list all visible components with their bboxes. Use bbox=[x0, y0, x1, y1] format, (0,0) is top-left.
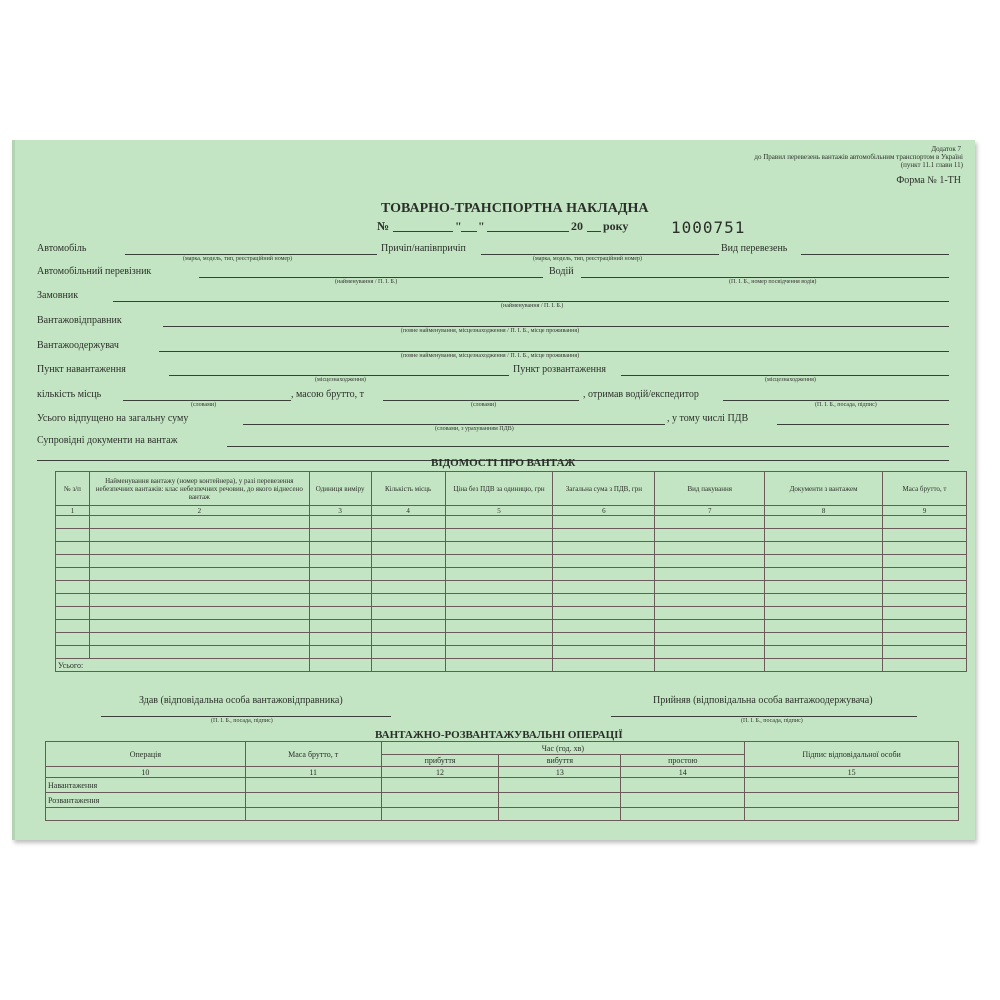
consignee-label: Вантажоодержувач bbox=[37, 340, 119, 351]
ops-cell[interactable] bbox=[621, 793, 745, 808]
cargo-cell[interactable] bbox=[553, 555, 655, 568]
cargo-cell[interactable] bbox=[445, 555, 553, 568]
ops-header-arrival: прибуття bbox=[381, 755, 499, 767]
handed-hint: (П. І. Б., посада, підпис) bbox=[211, 718, 273, 724]
day-blank[interactable] bbox=[461, 231, 477, 232]
driver-field[interactable] bbox=[581, 277, 949, 278]
cargo-cell[interactable] bbox=[883, 594, 967, 607]
documents-field[interactable] bbox=[227, 446, 949, 447]
cargo-cell[interactable] bbox=[309, 646, 371, 659]
cargo-row bbox=[56, 555, 967, 568]
document-title: ТОВАРНО-ТРАНСПОРТНА НАКЛАДНА bbox=[381, 201, 649, 216]
serial-number: 1000751 bbox=[671, 218, 746, 237]
cargo-cell[interactable] bbox=[309, 594, 371, 607]
ops-row-empty bbox=[46, 808, 959, 821]
cargo-row bbox=[56, 646, 967, 659]
consignee-field[interactable] bbox=[159, 351, 949, 352]
cargo-cell[interactable] bbox=[309, 555, 371, 568]
cargo-cell[interactable] bbox=[765, 568, 883, 581]
cargo-cell[interactable] bbox=[89, 529, 309, 542]
cargo-cell[interactable] bbox=[883, 620, 967, 633]
cargo-row bbox=[56, 581, 967, 594]
ops-header-time: Час (год. хв) bbox=[381, 742, 745, 755]
cargo-cell[interactable] bbox=[371, 568, 445, 581]
cargo-cell[interactable] bbox=[445, 594, 553, 607]
col-num-2: 2 bbox=[89, 506, 309, 516]
cargo-cell[interactable] bbox=[56, 529, 90, 542]
cargo-cell[interactable] bbox=[371, 620, 445, 633]
cargo-cell[interactable] bbox=[655, 646, 765, 659]
cargo-cell[interactable] bbox=[56, 633, 90, 646]
cargo-cell[interactable] bbox=[655, 542, 765, 555]
cargo-cell[interactable] bbox=[765, 555, 883, 568]
cargo-cell[interactable] bbox=[553, 633, 655, 646]
cargo-cell[interactable] bbox=[89, 633, 309, 646]
form-number: Форма № 1-ТН bbox=[896, 175, 961, 186]
trailer-hint: (марка, модель, тип, реєстраційний номер) bbox=[533, 256, 643, 262]
total-cell[interactable] bbox=[371, 659, 445, 672]
gross-mass-field[interactable] bbox=[383, 400, 579, 401]
annex-line-2: до Правил перевезень вантажів автомобільним транспортом в Україні bbox=[754, 153, 963, 161]
col-num-5: 5 bbox=[445, 506, 553, 516]
cargo-cell[interactable] bbox=[371, 646, 445, 659]
cargo-cell[interactable] bbox=[883, 529, 967, 542]
ops-table bbox=[45, 741, 959, 821]
ops-num-11: 11 bbox=[245, 767, 381, 778]
loading-point-label: Пункт навантаження bbox=[37, 364, 126, 375]
ops-cell[interactable] bbox=[381, 793, 499, 808]
cargo-cell[interactable] bbox=[553, 620, 655, 633]
header-cargo-name: Найменування вантажу (номер контейнера), у разі перевезення небезпечних вантажів: клас небезпечних речовин, до якого віднесено вантаж bbox=[89, 472, 309, 506]
cargo-cell[interactable] bbox=[445, 620, 553, 633]
carrier-field[interactable] bbox=[199, 277, 543, 278]
total-cell[interactable] bbox=[553, 659, 655, 672]
cargo-cell[interactable] bbox=[371, 594, 445, 607]
loading-point-field[interactable] bbox=[169, 375, 509, 376]
cargo-cell[interactable] bbox=[655, 529, 765, 542]
cargo-cell[interactable] bbox=[56, 568, 90, 581]
ops-cell[interactable] bbox=[745, 778, 959, 793]
year-prefix: 20 bbox=[571, 219, 583, 233]
ops-cell[interactable] bbox=[381, 808, 499, 821]
driver-label: Водій bbox=[549, 266, 574, 277]
cargo-cell[interactable] bbox=[553, 516, 655, 529]
cargo-cell[interactable] bbox=[89, 555, 309, 568]
carrier-hint: (найменування / П. І. Б.) bbox=[335, 279, 398, 285]
cargo-cell[interactable] bbox=[655, 607, 765, 620]
accepted-signature[interactable] bbox=[611, 716, 917, 717]
quote-close: " bbox=[478, 219, 485, 233]
ops-cell[interactable] bbox=[245, 808, 381, 821]
ops-header-signature: Підпис відповідальної особи bbox=[745, 742, 959, 767]
ops-header-idle: простою bbox=[621, 755, 745, 767]
col-num-7: 7 bbox=[655, 506, 765, 516]
ops-cell[interactable] bbox=[499, 808, 621, 821]
cargo-cell[interactable] bbox=[883, 542, 967, 555]
cargo-cell[interactable] bbox=[445, 633, 553, 646]
cargo-cell[interactable] bbox=[56, 620, 90, 633]
ops-cell[interactable] bbox=[499, 778, 621, 793]
cargo-row bbox=[56, 633, 967, 646]
cargo-cell[interactable] bbox=[56, 594, 90, 607]
col-num-1: 1 bbox=[56, 506, 90, 516]
cargo-cell[interactable] bbox=[765, 581, 883, 594]
ops-row-unloading bbox=[46, 793, 959, 808]
cargo-table bbox=[55, 471, 967, 672]
cargo-cell[interactable] bbox=[56, 646, 90, 659]
header-places: Кількість місць bbox=[371, 472, 445, 506]
cargo-cell[interactable] bbox=[89, 646, 309, 659]
header-documents: Документи з вантажем bbox=[765, 472, 883, 506]
cargo-cell[interactable] bbox=[883, 555, 967, 568]
cargo-row bbox=[56, 516, 967, 529]
cargo-cell[interactable] bbox=[89, 594, 309, 607]
transport-type-label: Вид перевезень bbox=[721, 243, 788, 254]
cargo-cell[interactable] bbox=[445, 607, 553, 620]
ops-unloading-label: Розвантаження bbox=[46, 793, 246, 808]
cargo-cell[interactable] bbox=[56, 542, 90, 555]
total-cell[interactable] bbox=[655, 659, 765, 672]
shipper-hint: (повне найменування, місцезнаходження / П. І. Б., місце проживання) bbox=[401, 328, 580, 334]
consignee-hint: (повне найменування, місцезнаходження / П. І. Б., місце проживання) bbox=[401, 353, 580, 359]
cargo-cell[interactable] bbox=[553, 529, 655, 542]
places-field[interactable] bbox=[123, 400, 291, 401]
ops-loading-label: Навантаження bbox=[46, 778, 246, 793]
ops-section-title: ВАНТАЖНО-РОЗВАНТАЖУВАЛЬНІ ОПЕРАЦІЇ bbox=[375, 729, 623, 741]
number-label: № bbox=[377, 219, 390, 233]
cargo-row bbox=[56, 529, 967, 542]
cargo-cell[interactable] bbox=[553, 581, 655, 594]
header-packaging: Вид пакування bbox=[655, 472, 765, 506]
ops-header-row-1 bbox=[46, 742, 959, 755]
customer-label: Замовник bbox=[37, 290, 79, 301]
cargo-cell[interactable] bbox=[371, 529, 445, 542]
cargo-cell[interactable] bbox=[309, 516, 371, 529]
ops-num-14: 14 bbox=[621, 767, 745, 778]
places-label: кількість місць bbox=[37, 389, 102, 400]
cargo-cell[interactable] bbox=[765, 516, 883, 529]
cargo-cell[interactable] bbox=[445, 529, 553, 542]
cargo-cell[interactable] bbox=[655, 516, 765, 529]
month-blank[interactable] bbox=[487, 231, 569, 232]
cargo-cell[interactable] bbox=[883, 646, 967, 659]
unloading-hint: (місцезнаходження) bbox=[765, 377, 816, 383]
cargo-row bbox=[56, 607, 967, 620]
year-blank[interactable] bbox=[587, 231, 601, 232]
cargo-cell[interactable] bbox=[309, 620, 371, 633]
total-cell[interactable] bbox=[883, 659, 967, 672]
cargo-cell[interactable] bbox=[56, 516, 90, 529]
cargo-cell[interactable] bbox=[765, 542, 883, 555]
total-cell[interactable] bbox=[765, 659, 883, 672]
ops-header-operation: Операція bbox=[46, 742, 246, 767]
cargo-cell[interactable] bbox=[445, 542, 553, 555]
cargo-cell[interactable] bbox=[371, 516, 445, 529]
cargo-total-row bbox=[56, 659, 967, 672]
handed-over-label: Здав (відповідальна особа вантажовідправника) bbox=[139, 695, 343, 706]
cargo-cell[interactable] bbox=[89, 568, 309, 581]
cargo-cell[interactable] bbox=[371, 555, 445, 568]
cargo-cell[interactable] bbox=[553, 542, 655, 555]
cargo-cell[interactable] bbox=[765, 646, 883, 659]
cargo-cell[interactable] bbox=[655, 581, 765, 594]
carrier-label: Автомобільний перевізник bbox=[37, 266, 152, 277]
cargo-cell[interactable] bbox=[309, 568, 371, 581]
cargo-cell[interactable] bbox=[89, 620, 309, 633]
quote-open: " bbox=[455, 219, 462, 233]
cargo-cell[interactable] bbox=[553, 568, 655, 581]
cargo-cell[interactable] bbox=[445, 646, 553, 659]
cargo-cell[interactable] bbox=[553, 594, 655, 607]
cargo-cell[interactable] bbox=[56, 555, 90, 568]
ops-num-13: 13 bbox=[499, 767, 621, 778]
cargo-cell[interactable] bbox=[655, 594, 765, 607]
cargo-cell[interactable] bbox=[89, 607, 309, 620]
cargo-cell[interactable] bbox=[445, 581, 553, 594]
header-total-sum: Загальна сума з ПДВ, грн bbox=[553, 472, 655, 506]
cargo-total-label: Усього: bbox=[56, 659, 310, 672]
cargo-cell[interactable] bbox=[655, 633, 765, 646]
customer-field[interactable] bbox=[113, 301, 949, 302]
document-sheet bbox=[12, 140, 975, 840]
unloading-point-label: Пункт розвантаження bbox=[513, 364, 606, 375]
received-by-field[interactable] bbox=[723, 400, 949, 401]
number-blank[interactable] bbox=[393, 231, 453, 232]
cargo-cell[interactable] bbox=[765, 594, 883, 607]
cargo-cell[interactable] bbox=[89, 516, 309, 529]
cargo-cell[interactable] bbox=[445, 516, 553, 529]
accepted-hint: (П. І. Б., посада, підпис) bbox=[741, 718, 803, 724]
cargo-section-title: ВІДОМОСТІ ПРО ВАНТАЖ bbox=[431, 457, 576, 469]
customer-hint: (найменування / П. І. Б.) bbox=[501, 303, 564, 309]
cargo-cell[interactable] bbox=[553, 646, 655, 659]
ops-cell[interactable] bbox=[381, 778, 499, 793]
cargo-cell[interactable] bbox=[371, 607, 445, 620]
cargo-cell[interactable] bbox=[765, 620, 883, 633]
cargo-row bbox=[56, 594, 967, 607]
ops-cell[interactable] bbox=[745, 808, 959, 821]
shipper-label: Вантажовідправник bbox=[37, 315, 122, 326]
cargo-cell[interactable] bbox=[309, 581, 371, 594]
cargo-cell[interactable] bbox=[371, 542, 445, 555]
cargo-cell[interactable] bbox=[553, 607, 655, 620]
cargo-row bbox=[56, 542, 967, 555]
cargo-cell[interactable] bbox=[309, 607, 371, 620]
cargo-cell[interactable] bbox=[883, 568, 967, 581]
cargo-cell[interactable] bbox=[765, 529, 883, 542]
cargo-cell[interactable] bbox=[883, 607, 967, 620]
cargo-number-row bbox=[56, 506, 967, 516]
ops-num-10: 10 bbox=[46, 767, 246, 778]
received-hint: (П. І. Б., посада, підпис) bbox=[815, 402, 877, 408]
ops-number-row bbox=[46, 767, 959, 778]
header-price: Ціна без ПДВ за одиницю, грн bbox=[445, 472, 553, 506]
total-hint: (словами, з урахуванням ПДВ) bbox=[435, 426, 514, 432]
car-hint: (марка, модель, тип, реєстраційний номер) bbox=[183, 256, 293, 262]
car-label: Автомобіль bbox=[37, 243, 87, 254]
cargo-cell[interactable] bbox=[56, 607, 90, 620]
ops-cell[interactable] bbox=[745, 793, 959, 808]
cargo-cell[interactable] bbox=[883, 581, 967, 594]
cargo-cell[interactable] bbox=[445, 568, 553, 581]
gross-mass-label: , масою брутто, т bbox=[291, 389, 365, 400]
handed-over-signature[interactable] bbox=[101, 716, 391, 717]
total-cell[interactable] bbox=[309, 659, 371, 672]
col-num-9: 9 bbox=[883, 506, 967, 516]
unloading-point-field[interactable] bbox=[621, 375, 949, 376]
ops-header-gross-mass: Маса брутто, т bbox=[245, 742, 381, 767]
cargo-cell[interactable] bbox=[655, 568, 765, 581]
places-hint: (словами) bbox=[191, 402, 217, 408]
driver-hint: (П. І. Б., номер посвідчення водія) bbox=[729, 279, 817, 285]
car-field[interactable] bbox=[125, 254, 377, 255]
annex-line-3: (пункт 11.1 глави 11) bbox=[900, 161, 963, 169]
cargo-header-row bbox=[56, 472, 967, 506]
ops-row-loading bbox=[46, 778, 959, 793]
ops-cell[interactable] bbox=[46, 808, 246, 821]
cargo-cell[interactable] bbox=[309, 529, 371, 542]
header-gross-mass: Маса брутто, т bbox=[883, 472, 967, 506]
total-sum-label: Усього відпущено на загальну суму bbox=[37, 413, 189, 424]
col-num-6: 6 bbox=[553, 506, 655, 516]
cargo-empty-rows[interactable] bbox=[56, 516, 967, 659]
ops-cell[interactable] bbox=[621, 808, 745, 821]
loading-hint: (місцезнаходження) bbox=[315, 377, 366, 383]
ops-cell[interactable] bbox=[245, 793, 381, 808]
gross-hint: (словами) bbox=[471, 402, 497, 408]
cargo-cell[interactable] bbox=[765, 633, 883, 646]
col-num-4: 4 bbox=[371, 506, 445, 516]
cargo-cell[interactable] bbox=[89, 542, 309, 555]
cargo-cell[interactable] bbox=[883, 633, 967, 646]
cargo-cell[interactable] bbox=[309, 542, 371, 555]
ops-cell[interactable] bbox=[499, 793, 621, 808]
trailer-field[interactable] bbox=[481, 254, 719, 255]
received-by-label: , отримав водій/експедитор bbox=[583, 389, 699, 400]
vat-label: , у тому числі ПДВ bbox=[667, 413, 749, 424]
trailer-label: Причіп/напівпричіп bbox=[381, 243, 466, 254]
col-num-3: 3 bbox=[309, 506, 371, 516]
vat-field[interactable] bbox=[777, 424, 949, 425]
cargo-row bbox=[56, 620, 967, 633]
annex-line-1: Додаток 7 bbox=[931, 145, 961, 153]
ops-num-12: 12 bbox=[381, 767, 499, 778]
total-sum-field[interactable] bbox=[243, 424, 665, 425]
cargo-cell[interactable] bbox=[89, 581, 309, 594]
cargo-cell[interactable] bbox=[883, 516, 967, 529]
transport-type-field[interactable] bbox=[801, 254, 949, 255]
col-num-8: 8 bbox=[765, 506, 883, 516]
ops-cell[interactable] bbox=[245, 778, 381, 793]
ops-cell[interactable] bbox=[621, 778, 745, 793]
cargo-cell[interactable] bbox=[765, 607, 883, 620]
cargo-cell[interactable] bbox=[309, 633, 371, 646]
ops-header-departure: вибуття bbox=[499, 755, 621, 767]
total-cell[interactable] bbox=[445, 659, 553, 672]
cargo-cell[interactable] bbox=[56, 581, 90, 594]
shipper-field[interactable] bbox=[163, 326, 949, 327]
year-suffix: року bbox=[603, 219, 629, 233]
header-number: № з/п bbox=[56, 472, 90, 506]
cargo-cell[interactable] bbox=[371, 633, 445, 646]
cargo-cell[interactable] bbox=[655, 620, 765, 633]
ops-num-15: 15 bbox=[745, 767, 959, 778]
header-unit: Одиниця виміру bbox=[309, 472, 371, 506]
documents-label: Супровідні документи на вантаж bbox=[37, 435, 178, 446]
accepted-label: Прийняв (відповідальна особа вантажоодержувача) bbox=[653, 695, 873, 706]
cargo-cell[interactable] bbox=[371, 581, 445, 594]
cargo-row bbox=[56, 568, 967, 581]
cargo-cell[interactable] bbox=[655, 555, 765, 568]
